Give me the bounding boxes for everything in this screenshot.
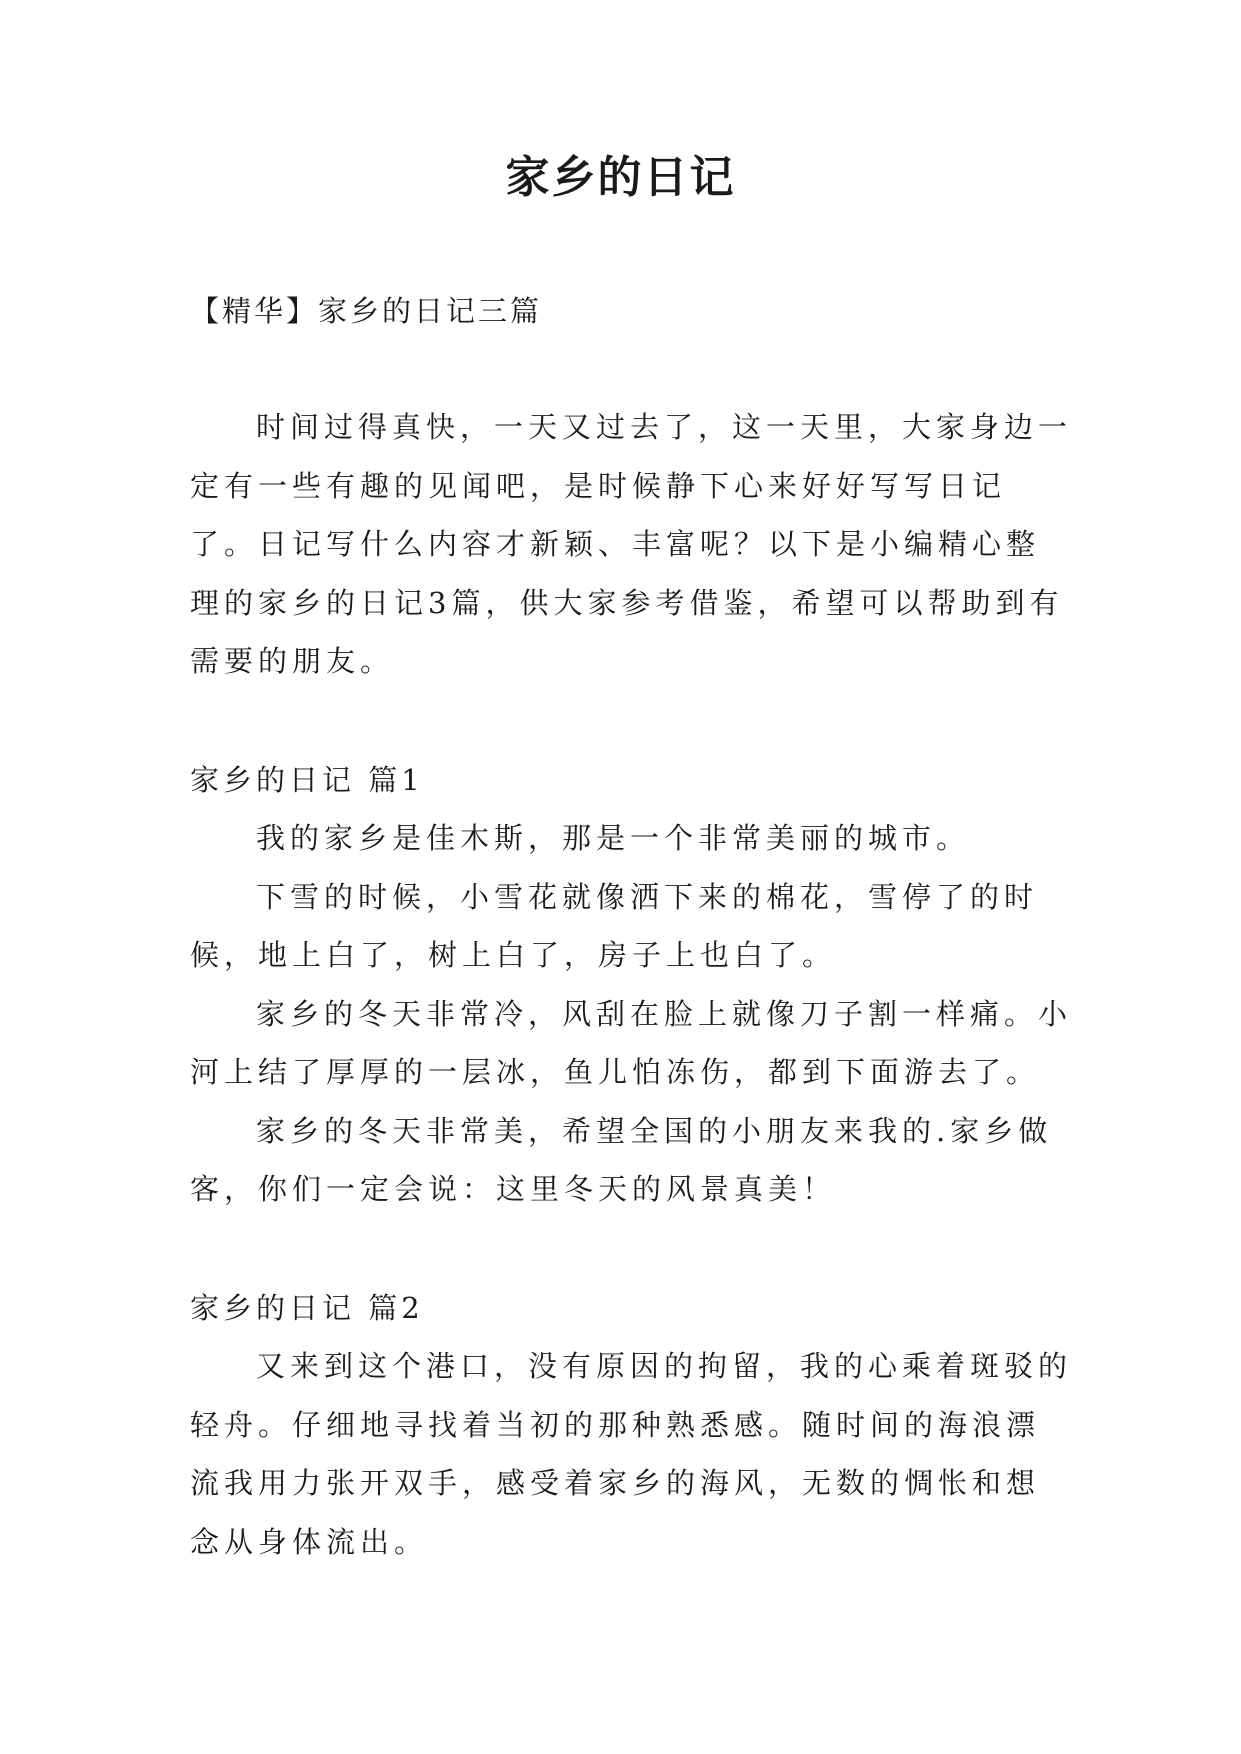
section-paragraph: 我的家乡是佳木斯，那是一个非常美丽的城市。 — [256, 821, 971, 855]
document-subtitle: 【精华】家乡的日记三篇 — [190, 294, 543, 328]
diary-section-2 — [190, 1279, 1072, 1572]
diary-section-1 — [190, 751, 1072, 1219]
section-paragraph: 家乡的冬天非常美，希望全国的小朋友来我的.家乡做客，你们一定会说：这里冬天的风景真美！ — [190, 1113, 1053, 1206]
section-paragraph: 家乡的冬天非常冷，风刮在脸上就像刀子割一样痛。小河上结了厚厚的一层冰，鱼儿怕冻伤，都到下面游去了。 — [190, 996, 1073, 1089]
section-paragraph: 又来到这个港口，没有原因的拘留，我的心乘着斑驳的轻舟。仔细地寻找着当初的那种熟悉感。随时间的海浪漂流我用力张开双手，感受着家乡的海风，无数的惆怅和想念从身体流出。 — [190, 1349, 1073, 1559]
intro-paragraph: 时间过得真快，一天又过去了，这一天里，大家身边一定有一些有趣的见闻吧，是时候静下心来好好写写日记了。日记写什么内容才新颖、丰富呢？以下是小编精心整理的家乡的日记3篇，供大家参考借鉴，希望可以帮助到有需要的朋友。 — [190, 410, 1073, 678]
document-body — [190, 288, 1072, 1571]
document-title: 家乡的日记 — [505, 152, 736, 203]
section-paragraph: 下雪的时候，小雪花就像洒下来的棉花，雪停了的时候，地上白了，树上白了，房子上也白了。 — [190, 879, 1039, 972]
section-heading: 家乡的日记 篇2 — [190, 1290, 424, 1325]
section-heading: 家乡的日记 篇1 — [190, 762, 424, 797]
